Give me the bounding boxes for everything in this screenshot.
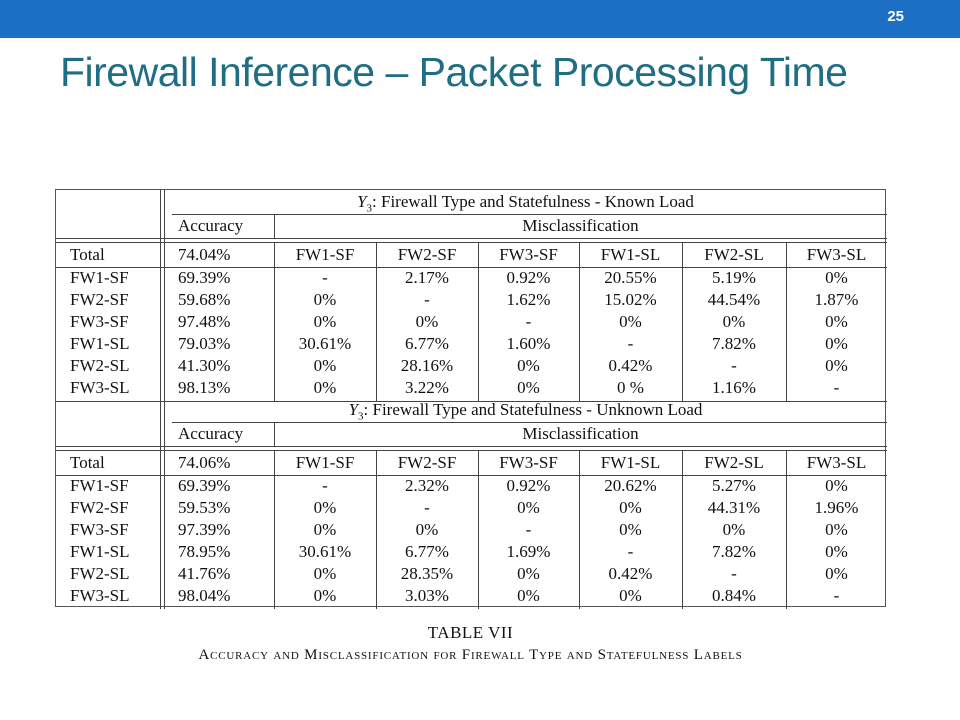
table-cell: 0.84% — [712, 586, 756, 605]
total-header: Total — [70, 245, 105, 264]
table-cell: 0.42% — [608, 356, 653, 375]
table-cell: 0% — [313, 586, 337, 605]
table-rule — [376, 243, 377, 401]
misclassification-header: Misclassification — [522, 216, 639, 235]
table-cell: 7.82% — [712, 334, 756, 353]
table-cell: 0.42% — [608, 564, 653, 583]
table-cell: 0.92% — [506, 268, 551, 287]
table-cell: 2.17% — [405, 268, 449, 287]
table-cell: 0% — [619, 520, 642, 539]
table-cell: 59.53% — [178, 498, 231, 517]
table-cell: 0% — [313, 498, 337, 517]
table-cell: 3.03% — [405, 586, 449, 605]
column-header: FW2-SL — [704, 453, 764, 472]
total-accuracy: 74.06% — [178, 453, 231, 472]
top-bar — [0, 0, 960, 38]
table-rule — [56, 475, 887, 476]
row-label: FW2-SL — [70, 356, 130, 375]
column-header: FW1-SL — [600, 245, 661, 264]
table-cell: 0 % — [617, 378, 644, 397]
table-cell: 41.76% — [178, 564, 231, 583]
table-cell: 0% — [619, 498, 642, 517]
table-cell: 0% — [619, 586, 642, 605]
table-rule — [56, 450, 887, 451]
table-cell: 28.16% — [400, 356, 454, 375]
table-rule — [56, 446, 887, 447]
table-cell: 0% — [313, 564, 337, 583]
table-rule — [682, 451, 683, 609]
table-cell: 20.62% — [604, 476, 657, 495]
column-header: FW3-SL — [806, 453, 867, 472]
table-cell: 0% — [415, 312, 439, 331]
table-cell: 0% — [722, 312, 746, 331]
accuracy-header: Accuracy — [178, 424, 244, 443]
row-label: FW3-SF — [70, 312, 129, 331]
table-cell: 1.16% — [712, 378, 756, 397]
table-cell: 1.69% — [506, 542, 551, 561]
table-cell: 69.39% — [178, 476, 231, 495]
accuracy-header: Accuracy — [178, 216, 244, 235]
table-cell: 0% — [825, 356, 848, 375]
table-rule — [274, 243, 275, 401]
table-rule — [478, 451, 479, 609]
table-cell: 1.60% — [506, 334, 551, 353]
column-header: FW1-SF — [295, 453, 355, 472]
table-cell: 97.39% — [178, 520, 231, 539]
table-cell: - — [322, 476, 328, 495]
table-rule — [579, 451, 580, 609]
table-cell: - — [833, 586, 840, 605]
table-rule — [682, 243, 683, 401]
table-cell: 0% — [517, 498, 540, 517]
table-cell: 5.27% — [712, 476, 756, 495]
table-cell: - — [627, 334, 634, 353]
table-cell: - — [731, 356, 737, 375]
misclassification-header: Misclassification — [522, 424, 639, 443]
table-cell: 0% — [517, 356, 540, 375]
table-cell: 20.55% — [604, 268, 657, 287]
table-cell: 0% — [825, 476, 848, 495]
table-rule — [274, 214, 275, 238]
column-header: FW3-SL — [806, 245, 867, 264]
table-cell: 98.04% — [178, 586, 231, 605]
table-rule — [274, 451, 275, 609]
table-cell: 0% — [313, 290, 337, 309]
table-cell: 0% — [825, 520, 848, 539]
table-cell: 1.87% — [814, 290, 859, 309]
table-cell: - — [525, 520, 532, 539]
table-rule — [172, 214, 887, 215]
table-rule — [478, 243, 479, 401]
table-cell: 0% — [517, 378, 540, 397]
table-cell: - — [525, 312, 532, 331]
table-rule — [786, 451, 787, 609]
column-header: FW3-SF — [499, 245, 558, 264]
table-cell: 28.35% — [400, 564, 454, 583]
heading-text: : Firewall Type and Statefulness - Unknown Load — [363, 400, 703, 419]
table-cell: 79.03% — [178, 334, 231, 353]
table-rule — [579, 243, 580, 401]
table-rule — [164, 398, 165, 609]
table-cell: 0% — [825, 334, 848, 353]
column-header: FW3-SF — [499, 453, 558, 472]
table-rule — [160, 190, 161, 401]
table-cell: 41.30% — [178, 356, 231, 375]
table-cell: 0% — [415, 520, 439, 539]
table-cell: 0% — [517, 586, 540, 605]
row-label: FW2-SF — [70, 498, 129, 517]
table-cell: 44.31% — [707, 498, 761, 517]
table-cell: 1.62% — [506, 290, 551, 309]
row-label: FW1-SL — [70, 542, 130, 561]
table-cell: 6.77% — [405, 542, 449, 561]
heading-subscript: 3 — [366, 202, 373, 214]
table-cell: 3.22% — [405, 378, 449, 397]
row-label: FW3-SF — [70, 520, 129, 539]
table-rule — [164, 190, 165, 401]
heading-text: : Firewall Type and Statefulness - Known Load — [372, 192, 694, 211]
column-header: FW2-SL — [704, 245, 764, 264]
row-label: FW3-SL — [70, 378, 130, 397]
table-cell: 0% — [313, 520, 337, 539]
slide-title: Firewall Inference – Packet Processing Time — [60, 49, 848, 95]
table-cell: - — [833, 378, 840, 397]
row-label: FW3-SL — [70, 586, 130, 605]
table-cell: 6.77% — [405, 334, 449, 353]
row-label: FW2-SF — [70, 290, 129, 309]
heading-symbol: Y — [348, 400, 359, 419]
section-heading — [164, 398, 887, 422]
table-cell: 69.39% — [178, 268, 231, 287]
table-cell: - — [322, 268, 328, 287]
table-rule — [56, 267, 887, 268]
section-heading — [164, 190, 887, 214]
table-cell: 0% — [313, 378, 337, 397]
table-cell: 98.13% — [178, 378, 231, 397]
column-header: FW2-SF — [397, 245, 457, 264]
row-label: FW1-SL — [70, 334, 130, 353]
table-cell: 0% — [825, 542, 848, 561]
table-cell: 97.48% — [178, 312, 231, 331]
table-cell: 0% — [825, 564, 848, 583]
table-rule — [56, 238, 887, 239]
table-rule — [376, 451, 377, 609]
table-cell: 5.19% — [712, 268, 756, 287]
total-header: Total — [70, 453, 105, 472]
table-cell: 0% — [722, 520, 746, 539]
table-rule — [786, 243, 787, 401]
table-cell: 0% — [619, 312, 642, 331]
table-cell: 7.82% — [712, 542, 756, 561]
table-cell: 0% — [313, 312, 337, 331]
row-label: FW1-SF — [70, 476, 129, 495]
heading-symbol: Y — [357, 192, 367, 211]
table-cell: - — [424, 290, 430, 309]
heading-subscript: 3 — [358, 410, 364, 422]
row-label: FW2-SL — [70, 564, 130, 583]
table-cell: 0% — [825, 312, 848, 331]
results-table — [55, 189, 886, 607]
table-cell: 2.32% — [405, 476, 449, 495]
page-number: 25 — [887, 8, 904, 25]
row-label: FW1-SF — [70, 268, 129, 287]
column-header: FW2-SF — [397, 453, 457, 472]
table-rule — [172, 422, 887, 423]
table-cell: 0% — [313, 356, 337, 375]
table-rule — [160, 398, 161, 609]
table-cell: 0% — [517, 564, 540, 583]
table-cell: - — [731, 564, 737, 583]
table-cell: - — [424, 498, 430, 517]
table-caption-text: Accuracy and Misclassification for Firewall Type and Statefulness Labels — [198, 647, 743, 663]
table-cell: 30.61% — [298, 542, 352, 561]
table-cell: 59.68% — [178, 290, 231, 309]
table-cell: 0.92% — [506, 476, 551, 495]
table-cell: - — [627, 542, 634, 561]
table-caption — [55, 622, 886, 666]
table-cell: 0% — [825, 268, 848, 287]
table-cell: 44.54% — [707, 290, 761, 309]
table-rule — [56, 242, 887, 243]
column-header: FW1-SF — [295, 245, 355, 264]
table-caption-title: TABLE VII — [427, 623, 514, 642]
total-accuracy: 74.04% — [178, 245, 231, 264]
table-cell: 1.96% — [814, 498, 859, 517]
table-cell: 78.95% — [178, 542, 231, 561]
column-header: FW1-SL — [600, 453, 661, 472]
table-rule — [274, 422, 275, 446]
table-cell: 15.02% — [604, 290, 657, 309]
table-cell: 30.61% — [298, 334, 352, 353]
